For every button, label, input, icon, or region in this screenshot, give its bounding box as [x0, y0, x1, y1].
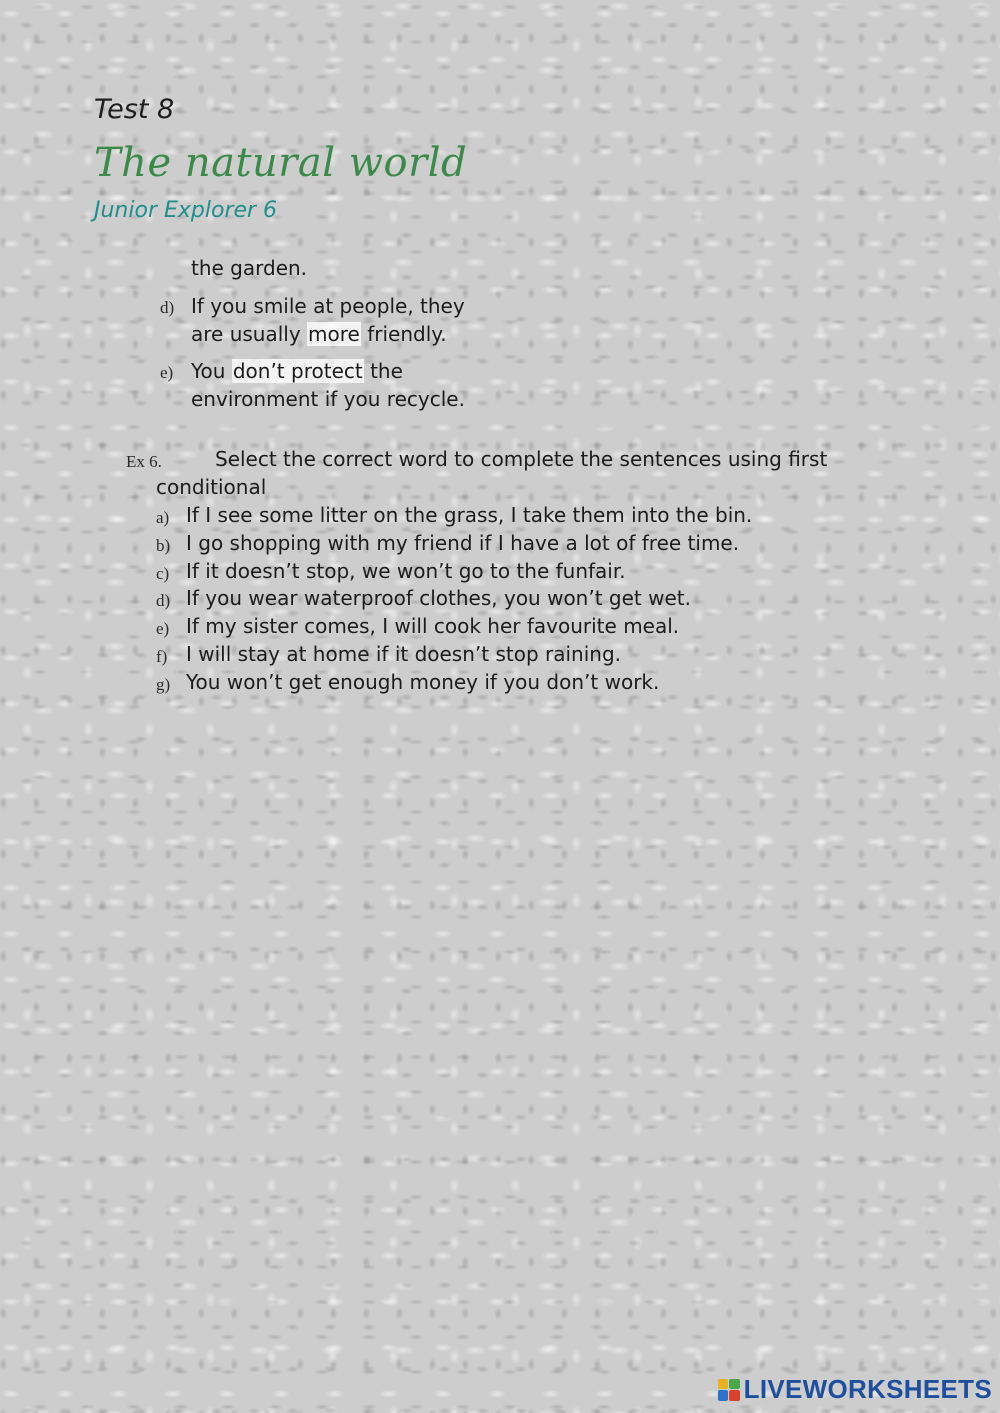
item-marker: e) — [156, 619, 170, 638]
line-text: the — [363, 359, 403, 383]
sentence-item: If it doesn’t stop, we won’t go to the funfair. — [186, 559, 626, 583]
sentence-item: If I see some litter on the grass, I take them into the bin. — [186, 503, 753, 527]
item-e-line1 — [191, 359, 403, 383]
logo-square — [718, 1390, 729, 1401]
item-marker: d) — [156, 591, 171, 610]
answer-input[interactable]: don’t protect — [232, 359, 363, 383]
sentence-item: You won’t get enough money if you don’t work. — [186, 670, 660, 694]
brand-name: LIVEWORKSHEETS — [743, 1374, 992, 1404]
test-label: Test 8 — [94, 94, 175, 125]
page-subtitle: Junior Explorer 6 — [94, 198, 278, 223]
item-marker: e) — [160, 363, 174, 382]
logo-square — [729, 1390, 740, 1401]
item-marker: g) — [156, 675, 171, 694]
line-text: friendly. — [360, 322, 447, 346]
item-marker: f) — [156, 647, 168, 666]
sentence-item: I go shopping with my friend if I have a lot of free time. — [186, 531, 740, 555]
continued-text: the garden. — [191, 256, 308, 280]
line-text: You — [191, 359, 232, 383]
item-d-line2 — [191, 322, 447, 346]
liveworksheets-icon — [718, 1379, 740, 1401]
item-e-line2: environment if you recycle. — [191, 387, 465, 411]
item-marker: c) — [156, 564, 170, 583]
logo-square — [718, 1379, 729, 1390]
item-d-line1: If you smile at people, they — [191, 294, 465, 318]
sentence-item: I will stay at home if it doesn’t stop raining. — [186, 642, 622, 666]
item-marker: a) — [156, 508, 170, 527]
item-marker: d) — [160, 298, 175, 317]
exercise-label: Ex 6. — [126, 452, 162, 471]
item-marker: b) — [156, 536, 171, 555]
line-text: are usually — [191, 322, 308, 346]
logo-square — [729, 1379, 740, 1390]
liveworksheets-logo[interactable] — [718, 1374, 992, 1405]
exercise-instruction-cont: conditional — [156, 475, 267, 499]
answer-input[interactable]: more — [308, 322, 360, 346]
sentence-item: If my sister comes, I will cook her favourite meal. — [186, 614, 680, 638]
exercise-instruction: Select the correct word to complete the sentences using first — [215, 447, 828, 471]
page-title: The natural world — [94, 140, 468, 186]
sentence-item: If you wear waterproof clothes, you won’t get wet. — [186, 586, 691, 610]
